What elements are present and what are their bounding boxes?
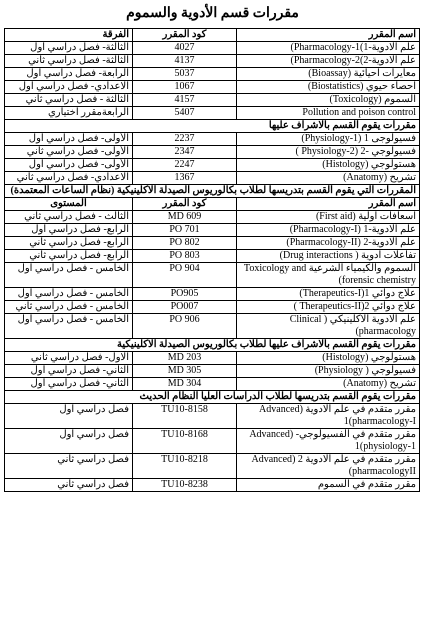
course-code: PO 904: [133, 263, 237, 288]
course-name: علم الادوية-2 (Pharmacology-II): [237, 237, 420, 250]
header-course-code: كود المقرر: [133, 198, 237, 211]
course-code: 2237: [133, 133, 237, 146]
course-level: الثاني- فصل دراسي أول: [5, 365, 133, 378]
course-code: 4027: [133, 42, 237, 55]
table-row: [5, 454, 420, 479]
course-name: هستولوجي (Histology): [237, 159, 420, 172]
course-name: علم الادوية الاكلينيكي ( Clinical pharmacology): [237, 314, 420, 339]
header-year: الفرقة: [5, 29, 133, 42]
course-name: احصاء حيوي (Biostatistics): [237, 81, 420, 94]
course-name: تفاعلات ادوية ( Drug interactions): [237, 250, 420, 263]
table-row: [5, 404, 420, 429]
table-row: [5, 250, 420, 263]
header-course-code: كود المقرر: [133, 29, 237, 42]
table-row: [5, 301, 420, 314]
table-row: [5, 68, 420, 81]
table-row: [5, 365, 420, 378]
course-code: TU10-8168: [133, 429, 237, 454]
course-code: MD 305: [133, 365, 237, 378]
page-title: مقررات قسم الأدوية والسموم: [126, 6, 299, 21]
table-row: [5, 479, 420, 492]
course-level: الثالث - فصل دراسي ثاني: [5, 211, 133, 224]
table-row: [5, 429, 420, 454]
header-course-name: اسم المقرر: [237, 198, 420, 211]
course-name: هستولوجي (Histology): [237, 352, 420, 365]
section-caption-row: [5, 120, 420, 133]
course-level: الخامس - فصل دراسي ثاني: [5, 301, 133, 314]
course-level: فصل دراسي ثاني: [5, 479, 133, 492]
course-name: السموم والكيمياء الشرعية Toxicology and forensic chemistry): [237, 263, 420, 288]
course-code: 2247: [133, 159, 237, 172]
course-level: الرابعةمقرر اختياري: [5, 107, 133, 120]
course-level: الاعدادي- فصل دراسي أول: [5, 81, 133, 94]
course-code: PO007: [133, 301, 237, 314]
course-name: علاج دوائي 2(Therapeutics-II ): [237, 301, 420, 314]
course-level: الرابع- فصل دراسي أول: [5, 224, 133, 237]
table-row: [5, 42, 420, 55]
course-code: 2347: [133, 146, 237, 159]
course-code: MD 203: [133, 352, 237, 365]
course-code: TU10-8238: [133, 479, 237, 492]
table-row: [5, 55, 420, 68]
course-level: الثاني- فصل دراسي أول: [5, 378, 133, 391]
table-row: [5, 94, 420, 107]
table-row: [5, 133, 420, 146]
table-header-row: [5, 29, 420, 42]
course-code: TU10-8158: [133, 404, 237, 429]
course-code: 4157: [133, 94, 237, 107]
course-name: مقرر متقدم في علم الادوية 2 (Advanced pharmacologyII): [237, 454, 420, 479]
course-code: 1367: [133, 172, 237, 185]
course-code: PO 803: [133, 250, 237, 263]
course-level: الثالثة- فصل دراسي ثاني: [5, 55, 133, 68]
table-row: [5, 172, 420, 185]
course-name: علم الادوية-1 (Pharmacology-I): [237, 224, 420, 237]
section-caption: مقررات يقوم القسم بتدريسها لطلاب الدراسات العليا النظام الحديث: [5, 391, 420, 404]
course-level: الرابع- فصل دراسي ثاني: [5, 237, 133, 250]
table-row: [5, 263, 420, 288]
course-code: 5407: [133, 107, 237, 120]
course-name: السموم (Toxicology): [237, 94, 420, 107]
section-caption-row: [5, 391, 420, 404]
course-name: فسيولوجي -2 (Physiology-2 ): [237, 146, 420, 159]
table-row: [5, 107, 420, 120]
courses-table: [4, 28, 420, 492]
table-row: [5, 224, 420, 237]
table-row: [5, 352, 420, 365]
section-caption: مقررات يقوم القسم بالاشراف عليها: [5, 120, 420, 133]
course-level: الرابع- فصل دراسي ثاني: [5, 250, 133, 263]
course-level: الاول- فصل دراسي ثاني: [5, 352, 133, 365]
course-name: فسيولوجي ( Physiology): [237, 365, 420, 378]
course-name: تشريح (Anatomy): [237, 378, 420, 391]
course-name: معايرات احيائية (Bioassay): [237, 68, 420, 81]
course-name: مقرر متقدم في الفسيولوجي- (Advanced physiology-1)1: [237, 429, 420, 454]
course-name: علاج دوائي 1(Therapeutics-I): [237, 288, 420, 301]
table-row: [5, 159, 420, 172]
course-level: الاعدادي- فصل دراسي ثاني: [5, 172, 133, 185]
course-name: علم الادوية-1)1-Pharmacology): [237, 42, 420, 55]
table-row: [5, 146, 420, 159]
course-code: TU10-8218: [133, 454, 237, 479]
course-level: الخامس - فصل دراسي أول: [5, 314, 133, 339]
course-name: مقرر متقدم في السموم: [237, 479, 420, 492]
course-level: فصل دراسي اول: [5, 404, 133, 429]
course-code: MD 304: [133, 378, 237, 391]
course-name: اسعافات اولية (First aid): [237, 211, 420, 224]
section-caption-row: [5, 339, 420, 352]
table-header-row: [5, 198, 420, 211]
table-row: [5, 378, 420, 391]
course-code: MD 609: [133, 211, 237, 224]
table-row: [5, 211, 420, 224]
table-row: [5, 81, 420, 94]
course-code: 1067: [133, 81, 237, 94]
header-level: المستوى: [5, 198, 133, 211]
course-level: الأولى- فصل دراسي ثاني: [5, 146, 133, 159]
section-caption: المقررات التي يقوم القسم بتدريسها لطلاب بكالوريوس الصيدلة الاكلينيكية (نظام الساعات المعتمدة): [5, 185, 420, 198]
course-level: الأولى- فصل دراسي أول: [5, 159, 133, 172]
course-name: تشريح (Anatomy): [237, 172, 420, 185]
table-row: [5, 288, 420, 301]
course-level: الثالثة- فصل دراسي أول: [5, 42, 133, 55]
course-level: الخامس - فصل دراسي أول: [5, 263, 133, 288]
course-code: PO 701: [133, 224, 237, 237]
section-caption: مقررات يقوم القسم بالاشراف عليها لطلاب بكالوريوس الصيدلة الاكلينيكية: [5, 339, 420, 352]
course-level: فصل دراسي أول: [5, 429, 133, 454]
course-level: الأولى- فصل دراسي أول: [5, 133, 133, 146]
course-level: الخامس - فصل دراسي أول: [5, 288, 133, 301]
course-code: PO 802: [133, 237, 237, 250]
table-row: [5, 314, 420, 339]
course-code: 4137: [133, 55, 237, 68]
table-row: [5, 237, 420, 250]
course-code: PO 906: [133, 314, 237, 339]
course-name: Pollution and poison control: [237, 107, 420, 120]
course-level: الرابعة- فصل دراسي أول: [5, 68, 133, 81]
course-name: فسيولوجى 1 (Physiology-1): [237, 133, 420, 146]
course-name: مقرر متقدم في علم الادوية (Advanced pharmacology-I)1: [237, 404, 420, 429]
section-caption-row: [5, 185, 420, 198]
course-level: فصل دراسي ثاني: [5, 454, 133, 479]
course-level: الثالثة - فصل دراسي ثاني: [5, 94, 133, 107]
course-code: 5037: [133, 68, 237, 81]
course-name: علم الادوية-2)2-Pharmacology): [237, 55, 420, 68]
course-code: PO905: [133, 288, 237, 301]
header-course-name: اسم المقرر: [237, 29, 420, 42]
